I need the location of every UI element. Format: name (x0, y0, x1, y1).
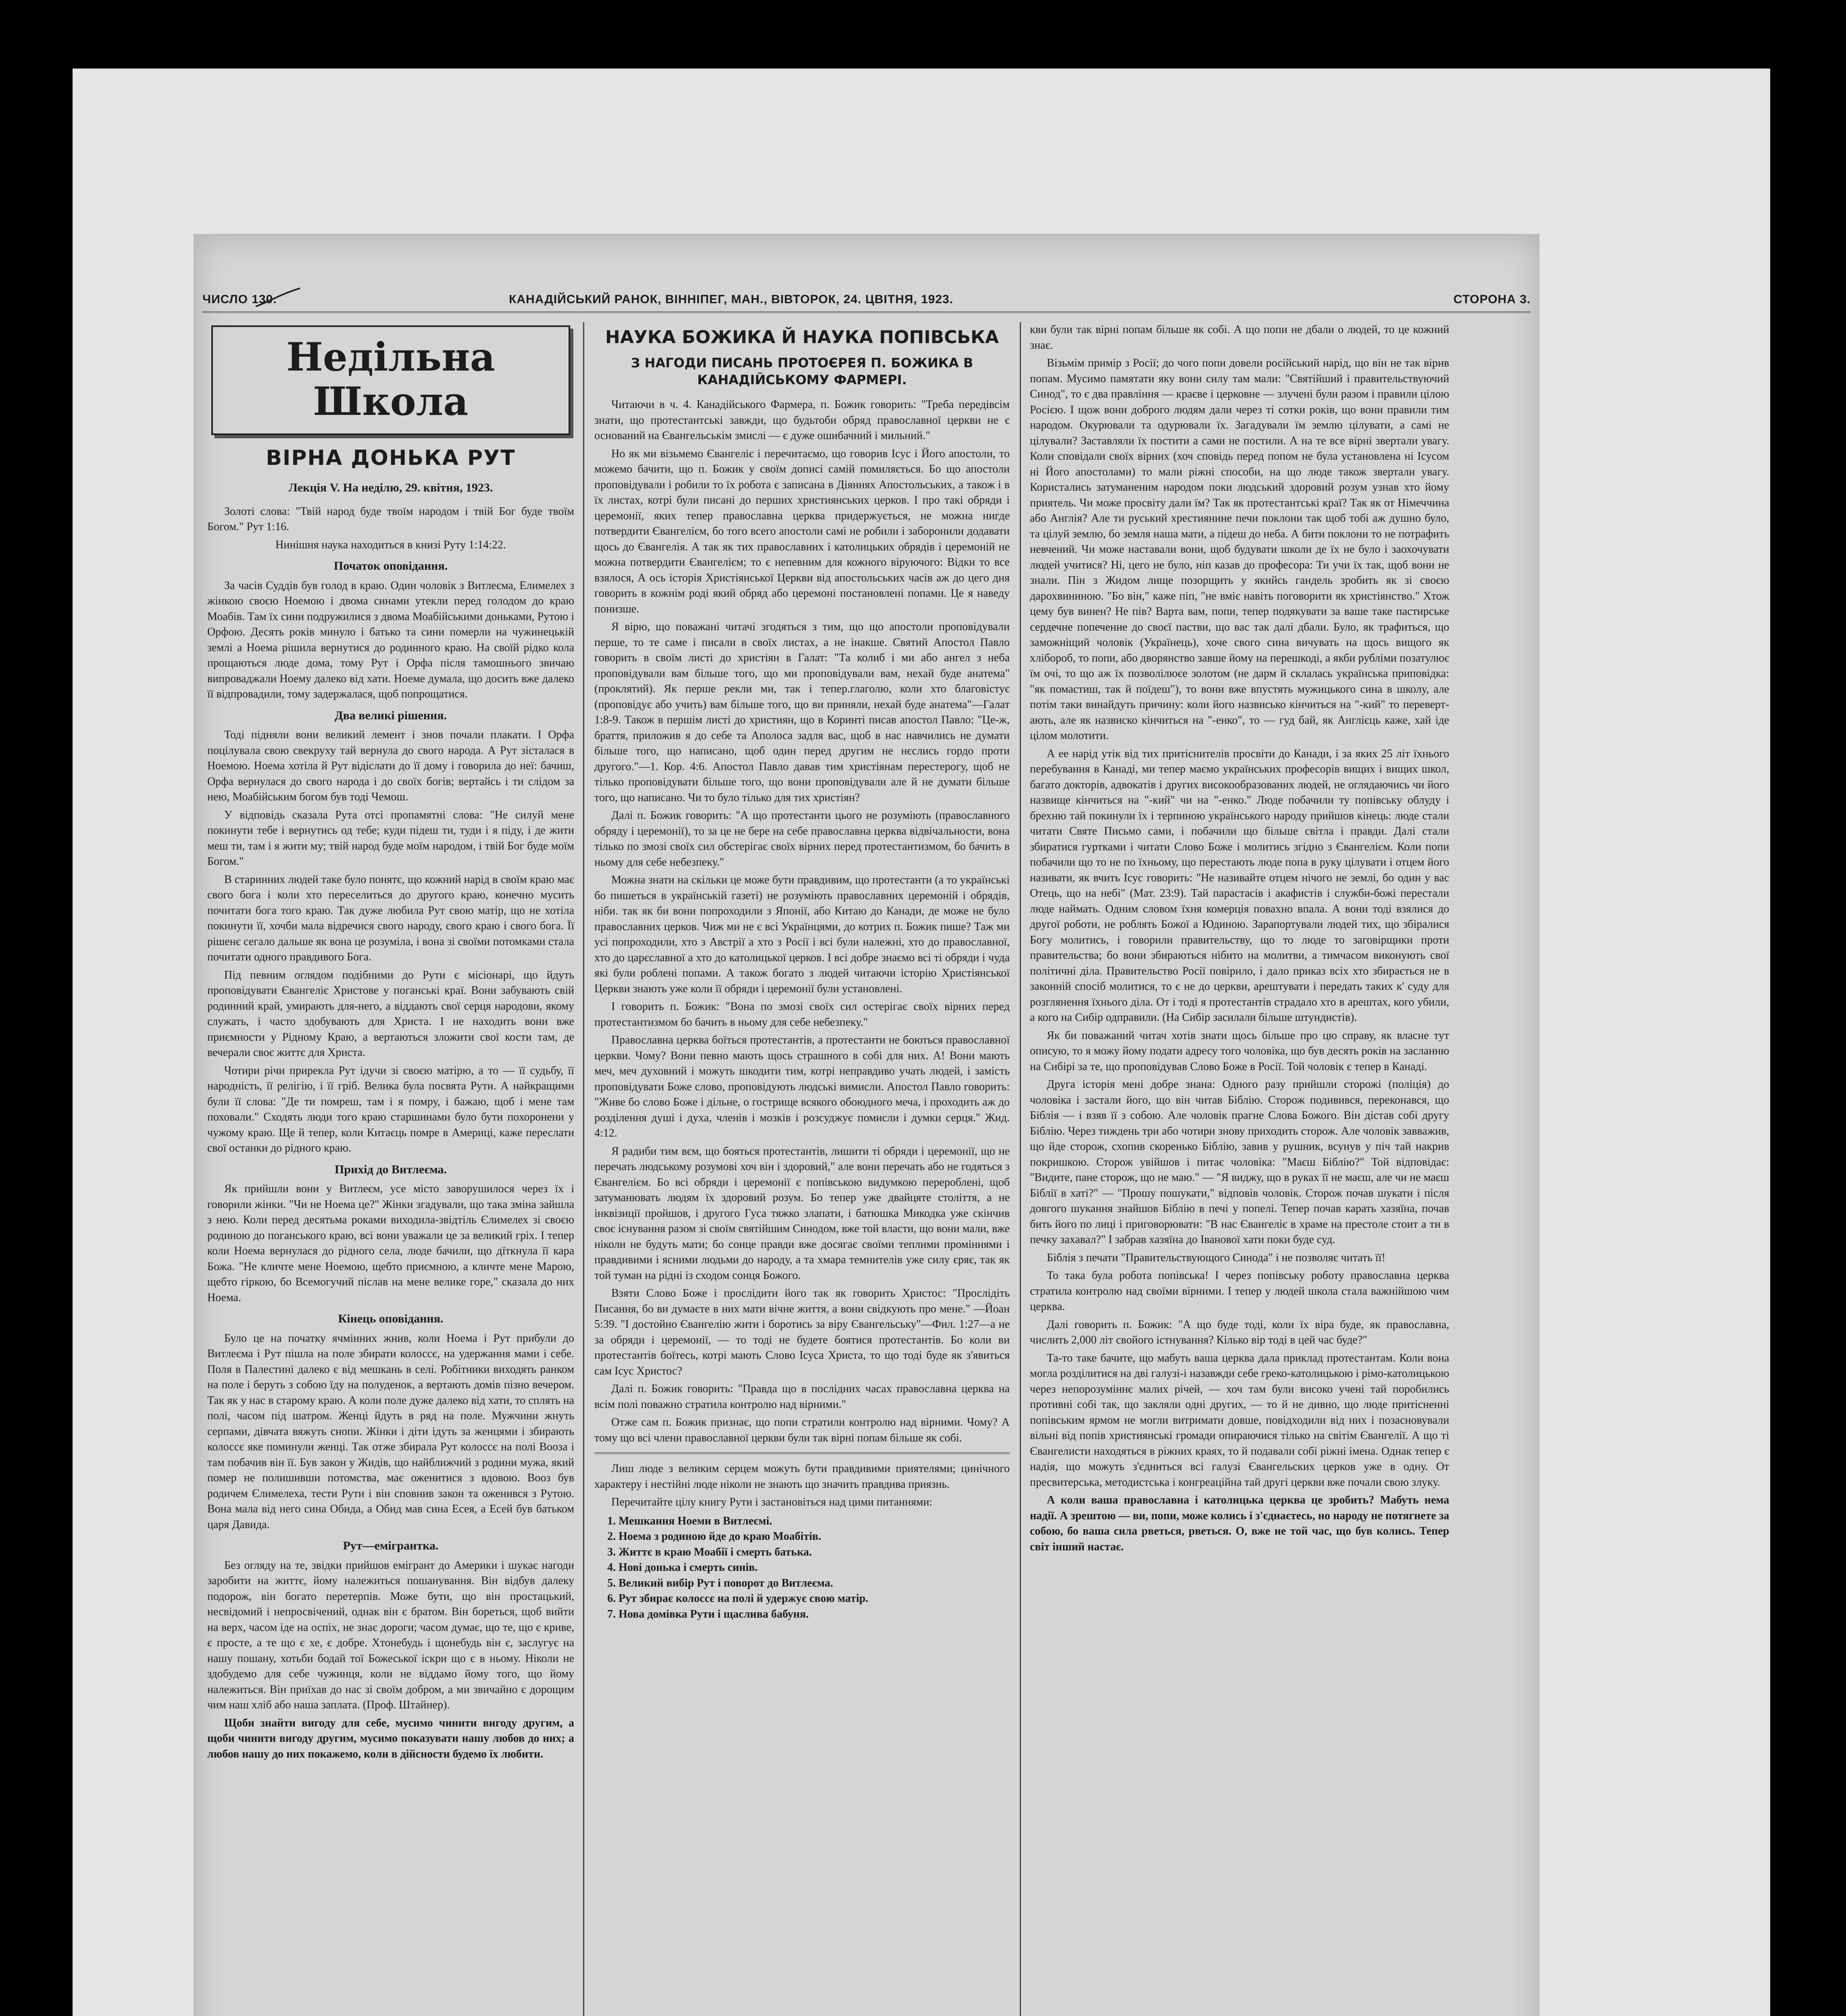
paragraph: Православна церква боїться протестантів, а протестанти не боються православної церкви. Чому? Вони певно мають щось страшного в собі для них. А! Вони мають меч, меч духовний і можуть шкодити тим, котрі неправдиво учать людей, і замість проповідувати Боже слово, проповідують людські вимисли. Апостол Павло говорить: "Живе бо слово Боже і дільне, о гострище всякого обоюдного меча, і проходить аж до розділення душі і духа, членів і мозків і розсуджує помисли і думки серця." Жид. 4:12. (594, 1034, 1010, 1139)
golden-words: Золоті слова: "Твій народ буде твоїм народом і твій Бог буде твоїм Богом." Рут 1:16. (207, 505, 574, 533)
subheading: Початок оповідання. (333, 559, 448, 573)
list-item: 1. Мешкання Ноеми в Витлеємі. (619, 1514, 1010, 1529)
paragraph: Візьмім примір з Росії; до чого попи довели російський нарід, що він не так вірив попам. Мусимо памятати яку вони силу там мали: "Святійший і правительствуючий Синод", то є два правління — краєве і церковне — злучені були разом і правили цілою Росією. І щож вони доброго людям дали через ті сотки років, що вони правили тим народом. Окурювали та одурювали їх. Загадували їм землю цілувати, а самі не цілували? Заставляли їх постити а сами не постили. А на те все вірні звертали увагу. Коли сповідали своїх вірних (хоч сповідь перед попом не була установлена ні Ісусом ні Його апостолами) то мали ріжні способи, на що люде також звертали увагу. Користались затуманеним народом поки людський здоровий розум узнав хто йому приятель. Чи може просвіту дали їм? Так як протестантські краї? Так як от Німеччина або Англія? Але ти руський хрестиянине печи поклони так щоб тобі аж душно було, та цілуй землю, бо земля наша мати, а підеш до неба. А бити поклони то не потрафить невчений. Чи може наставали вони, щоб будувати школи де їх не було і заохочувати людей учитися? Ні, цего не було, ніп казав до професора: Ти учи їх так, щоб вони не знали. Пін з Жидом лище позорщить у якийсь гандель зробить як зі своєю дарохвининою. "Бо він," каже піп, "не вміє навіть поговорити як христіянство." Хтож цему був винен? Не пів? Варта вам, попи, тепер подякувати за ваше таке пастирське сердечне попечение до своєї пастви, що вас так далі дбали. Було, як трафиться, що заможніщий чоловік (Українець), хоче свого сина вичувать на щось вищого як хлібороб, то попи, або дворянство завше йому на перешкоді, а якби рубліми позатулює їм очі, то що аж їх позволілюєе золотом (не дарм й склалась українська приповідка: "як помастиш, так й поїдеш"), то вони вже впустять мужицького сина в школу, але потім таки винайдуть причину: коли його назвисько кінчиться на "-кий" то перевертають, але як назвиско кінчиться на "-енко", то — гуд бай, як Англієць каже, хай іде цілом молотити. (1030, 357, 1449, 742)
paper-dateline: КАНАДІЙСЬКИЙ РАНОК, ВІННІПЕГ, МАН., ВІВТОРОК, 24. ЦВІТНЯ, 1923. (509, 293, 954, 306)
list-item: 3. Життє в краю Моабії і смерть батька. (619, 1545, 1010, 1560)
paragraph: кви були так вірні попам більше як собі. А що попи не дбали о людей, то це кожний знає. (1030, 323, 1449, 352)
paragraph: Взяти Слово Боже і прослідити його так як говорить Христос: "Прослідіть Писання, бо ви думаєте в них мати вічне життя, а вони свідкують про мене." —Йоан 5:39. "І достойно Євангелію жити і боротись за віру Євангельську"—Фил. 1:27—а не за обряди і церемонії, — то тоді не будете боятися протестантів. Бо коли ви протестантів боїтесь, котрі мають Слово Ісуса Христа, то що тоді буде як з'явиться сам Ісус Христос? (594, 1287, 1010, 1377)
header-rule (202, 311, 1531, 313)
subheading: Прихід до Витлеєма. (334, 1162, 447, 1176)
paragraph: Як би поважаний читач хотів знати щось більше про цю справу, як власне тут описую, то я можу йому подати адресу того чоловіка, що був десять років на засланню на Сибірі за те, що проповідував Слово Боже в Росії. Той чоловік є тепер в Канаді. (1030, 1029, 1449, 1073)
article-subheadline: З НАГОДИ ПИСАНЬ ПРОТОЄРЕЯ П. БОЖИКА В КАНАДІЙСЬКОМУ ФАРМЕРІ. (631, 355, 973, 387)
column-divider (583, 322, 584, 2016)
paragraph-bold: Щоби знайти вигоду для себе, мусимо чинити вигоду другим, а щоби чинити вигоду другим, мусимо показувати нашу любов до них; а любов нашу до них покажемо, коли в дійсности будемо їх любити. (207, 1716, 574, 1760)
subheading: Рут—емігрантка. (343, 1539, 439, 1552)
paragraph: Отже сам п. Божик признає, що попи стратили контролю над вірними. Чому? А тому що всі члени православної церкви були так вірні попам більше як собі. (594, 1416, 1010, 1444)
column-divider (1020, 322, 1021, 2016)
paragraph: Можна знати на скільки це може бути правдивим, що протестанти (а то українські бо пишеться в українській газеті) не розуміють православних церемоній і обрядів, ніби. так як би вони попроходили з Японії, або Китаю до Канади, де може не було православних церков. Чиж ми не є всі Українцями, до котрих п. Божик пише? Таж ми усі попроходили, хто з Австрії а хто з Росії і всі були належні, хто до православної, хто до царєславної а хто до католицької церков. І всі добре знаємо всі ті обряди і чуда які були роблені попами. А також богато з людей читаючи історію Христіянської Церкви знають уже коли її обряди і церемонії були установлені. (594, 874, 1010, 995)
paragraph: За часів Суддів був голод в краю. Один чоловік з Витлеєма, Елимелех з жінкою своєю Ноемою і двома синами утекли перед голодом до краю Моабів. Там їх сини подружилися з двома Моабійськими доньками, Рутою і Орфою. Десять років минуло і батько та сини померли на чужинецькій землі а Ноема рішила вернутися до родинного краю. На своїй рідко кола прощаються люде дома, тому Рут і Орфа після тамошнього звичаю випроваджали Ноему далеко від хати. Ноеме думала, що досить вже далеко її відпровадили, тому задержалася, щоб попрощатися. (207, 579, 574, 700)
page-number: СТОРОНА 3. (1453, 293, 1531, 306)
list-item: 5. Великий вибір Рут і поворот до Витлеєма. (619, 1576, 1010, 1591)
lesson-line: Лекція V. На неділю, 29. квітня, 1923. (288, 481, 493, 494)
paragraph: Далі говорить п. Божик: "А що буде тоді, коли їх віра буде, як православна, числить 2,000 літ свойого істнування? Кілько вір тоді в цей час буде?" (1030, 1318, 1449, 1346)
list-item: 4. Нові донька і смерть синів. (619, 1560, 1010, 1576)
paragraph: Чотири річи прирекла Рут ідучи зі своєю матірю, а то — її судьбу, її народність, її релігію, і її гріб. Велика була посвята Рути. А найкращими були її слова: "Де ти помреш, там і я помру, і бажаю, щоб і мене там поховали." Сходять люди того краю старшинами було бути похоронени у чужому краю. Ще й тепер, коли Китаєць помре в Америці, каже переслати свої останки до рідного краю. (207, 1064, 574, 1154)
box-lead: Перечитайте цілу книгу Рути і застановіться над цими питаннями: (611, 1496, 933, 1508)
issue-number: ЧИСЛО 130. (202, 293, 277, 306)
column-article (594, 322, 1010, 2016)
section-masthead: Недільна Школа (211, 325, 570, 435)
paragraph: Було це на початку ячмінних жнив, коли Ноема і Рут прибули до Витлеєма і Рут пішла на поле збирати колоссє, на удержання мами і себе. Поля в Палестині далеко є від мешкань в селі. Робітники виходять ранком на поле і беруть з собою їду на полуденок, а вертають домів пізно вечером. Так як у нас в старому краю. А коли поле дуже далеко від хати, то сплять на полі, часом під шатром. Женці йдуть в ряд на поле. Мужчини жнуть серпами, дівчата вяжуть снопи. Жінки і діти ідуть за женцями і збирають колоссє яке поминули женці. Так отже збирала Рут колоссє на полі Вооза і там побачив він її. Був закон у Жидів, що найближчий з родини мужа, який помер не полишивши потомства, має оженитися з вдовою. Вооз був родичем Єлимелеха, тести Рути і він сповнив закон та оженився з Рутою. Вона мала від него сина Обида, а Обид мав сина Есея, а Есей був батьком царя Давида. (207, 1332, 574, 1531)
list-item: 7. Нова домівка Рути і щаслива бабуня. (619, 1607, 1010, 1622)
paragraph: Та-то таке бачите, що мабуть ваша церква дала приклад протестантам. Коли вона могла розділитися на дві галузі-і назавжди себе греко-католицькою і рімо-католицькою через непорозуміннє малих річей, — хоч там були високо учені тай поробились противні собі так, що закляли одні других, — то й не дивно, що люде притісненні попівським ярмом не могли витримати довше, повідходили від них і позасновували вільні від попів християнські громади опираючися тілько на світім Євангелії. А що ті Євангелисти находяться в ріжних краях, то й подавали собі ріжні імена. Однак тепер є надія, що можуть з'єдниться всі галузі Євангельских церков уже в одну. От пресвитерська, методистська і конгреаційна тай другі церкви вже почали свою злуку. (1030, 1352, 1449, 1489)
paragraph: Як прийшли вони у Витлеєм, усе місто заворушилося через їх і говорили жінки. "Чи не Ноема це?" Жінки згадували, що така зміна зайшла з нею. Коли перед десятьма роками виходила-звідтіль Єлимелех зі своєю родиною до поганського краю, всі вони уважали це за великий гріх. І тепер коли Ноема вернулася до рідного села, люде бачили, що дїткнула її кара Божа. "Не кличте мене Ноемою, щебто приємною, а кличте мене Марою, щебто гіркою, бо Всемогучий післав на мене велике горе," сказала до них Ноема. (207, 1183, 574, 1304)
list-item: 2. Ноема з родиною йде до краю Моабітів. (619, 1529, 1010, 1545)
paragraph: Тоді підняли вони великий лемент і знов почали плакати. І Орфа поцілувала свою свекруху тай вернула до свого народа. А Рут зісталася в Ноемою. Ноема хотіла й Рут відіслати до її дому і говорила до неї: бачиш, Орфа вернулася до свого народа і до своїх богів; вертайсь і ти слідом за нею, Моабійським богом був тоді Чемош. (207, 729, 574, 803)
paragraph: Далі п. Божик говорить: "А що протестанти цього не розуміють (православного обряду і церемонії), то за це не бере на себе православна церква відвічальности, вона тілько по змозі своїх сил обстерігає своїх вірних перед протестантизмом, бо бачить в ньому для себе небезпеку." (594, 809, 1010, 868)
article-headline: НАУКА БОЖИКА Й НАУКА ПОПІВСЬКА (605, 327, 999, 348)
questions-box (594, 1452, 1010, 1622)
column-sunday-school (207, 322, 574, 2016)
paragraph: А ее нарід утік від тих притіснителів просвіти до Канади, і за яких 25 літ їхнього перебування в Канаді, ми тепер маємо українських професорів вищих і вищих школ, багато докторів, адвокатів і других високообразованих людей, не оглядаючись чи його назвище кінчиться на "-кий" чи на "-енко." Люде побачили ту попівську облуду і брехню тай покинули їх і терпиною українського народу прийшов кінець: люде стали читати Святе Письмо сами, і побачили що більше світла і правди. Далі стали збиратися гуртками і читати Слово Боже і молитись згідно з Євангелієм. Коли попи побачили що то не по їхньому, що перестають люде попа в руку цілувати і отцем його називати, як вчить Ісус говорить: "Не називайте отцем нічого не землі, бо один у вас Отець, що на небі" (Мат. 23:9). Тай парастасів і акафистів і служби-божі перестали люде наймать. Одним словом їхня комерція повахно впала. А вони тоді взялися до другої роботи, не роблять Божої а Юдиною. Зарапортували людей тих, що збіралися Богу молитись, і говорили правительству, що то люде то заговірщики проти правительства; бо вони збираються нібито на молитви, а тимчасом виконують свої політичні діла. Правительство Росії повірило, і дало приказ всіх хто збирається не в законній спосіб молитися, то є не до церкви, арештувати і передать таких к' суду для розглянення їхнього діла. От і тоді я протестантів страдало хто в арештах, кого убили, а кого на Сибір одправили. (На Сибір засилали більше штундистів). (1030, 747, 1449, 1024)
paragraph: Далі п. Божик говорить: "Правда що в послідних часах православна церква на всім полі поважно стратила контролю над вірними." (594, 1383, 1010, 1411)
paragraph: Я вірю, що поважані читачі згодяться з тим, що що апостоли проповідували перше, то те саме і писали в своїх листах, а не інакше. Святий Апостол Павло говорить в своїм листі до христіян в Галат: "Та колиб і ми або ангел з неба проповідували вам більше того, що ми проповідували вам, нехай буде анатема" (проклятий). Як перше рекли ми, так і тепер.глаголю, коли хто благовістує (проповідує або учить) вам більше того, що ви приняли, нехай буде анатема"—Галат 1:8-9. Також в першім листі до християн, що в Коринті писав апостол Павло: "Це-ж, браття, приложив я до себе та Аполоса задля вас, щоб в нас навчились не думати більше того, що написано, щоб один перед другим не нєслись гордо проти другого."—1. Кор. 4:6. Апостол Павло давав тим христіянам перестерогу, щоб не тілько проповідувати більше того, що вони проповідували але й не думати більше того, що написано. Чи то було тілько для тих христіян? (594, 621, 1010, 804)
paragraph-bold: А коли ваша православна і католицька церква це зробить? Мабуть нема надії. А зрештою — ви, попи, може колись і з'єднаєтесь, но народу не потягнете за собою, бо ваша сила рветься, рветься. О, вже не той час, що був колись. Тепер світ інший настає. (1030, 1494, 1449, 1553)
list-item: 6. Рут збирає колоссє на полі й удержує свою матір. (619, 1591, 1010, 1607)
source-text: Нинішня наука находиться в книзі Руту 1:14:22. (275, 538, 506, 551)
box-intro: Лиш люде з великим серцем можуть бути правдивими приятелями; цинічного характеру і нестійні люде ніколи не знають що значить правдива приязнь. (594, 1462, 1010, 1491)
column-continuation (1030, 322, 1449, 2016)
paragraph: Біблія з печати "Правительствующого Синода" і не позволяє читать її! (1047, 1251, 1386, 1264)
question-list (594, 1514, 1010, 1622)
paragraph: І говорить п. Божик: "Вона по змозі своїх сил остерігає своїх вірних перед протестантизмом бо бачить в ньому для себе небезпеку." (594, 1000, 1010, 1029)
paragraph: В старинних людей таке було понятє, що кожний нарід в своїм краю має свого бога і коли хто переселиться до другого краю, конечно мусить почитати бога того краю. Так дуже любила Рут свою матір, що не хотіла покинути її, хочби мала відречися свого народу, свого краю і свого бога. Її рішенє сегало дальше як вона це розуміла, і вона зі своїми потомками стала почитати одного правдивого Бога. (207, 873, 574, 963)
paragraph: Під певним оглядом подібними до Рути є місіонарі, що йдуть проповідувати Євангеліє Христове у поганські краї. Вони забувають свій родинний край, умирають для-него, а віддають свої серця народови, якому служать, і часто здобувають для Христа. І не находить вони вже приємности у Рідному Краю, а вертаються зложити свої кости там, де вечерали своє життє для Христа. (207, 968, 574, 1059)
paragraph: У відповідь сказала Рута отсі пропамятні слова: "Не силуй мене покинути тебе і вернутись од тебе; куди підеш ти, туди і я піду, і де жити меш ти, там і я жити му; твій народ буде моїм народом, і твій Бог буде моїм Богом." (207, 808, 574, 868)
paragraph: То така була робота попівська! І через попівську роботу православна церква стратила контролю над своїми вірними. І тепер у людей школа стала важнійшою чим церква. (1030, 1269, 1449, 1313)
paragraph: Я радиби тим вєм, що бояться протестантів, лишити ті обряди і церемонії, що не перечать людському розумові хоч він і здоровий," але вони перечать або не годяться з Євангелієм. Бо всі обряди і церемонії є попівською видумкою перероблені, щоб затуманювать людям їх здоровий розум. Бо тепер уже двайцяте століття, а не інквізиції пройшов, і другого Гуса тяжко злапати, і батюшка Микодка уже скінчив своє існування разом зі своїм святійшим Синодом, вже той власти, що вони мали, вже ніколи не будуть мати; бо сонце правди вже досягає своїми теплими проміннями і правдивими і ясними людьми до народу, а та хмара темнителів уже силу єряє, так як той туман на рідні із сходом сонця Божого. (594, 1145, 1010, 1282)
subheading: Два великі рішення. (334, 708, 447, 722)
newspaper-page (194, 234, 1540, 2016)
paragraph: Читаючи в ч. 4. Канадійського Фармера, п. Божик говорить: "Треба передівсім знати, що протестантські завжди, що будьтоби обряд православної церкви не є оснований на Євангельськім змислі — є дуже ошибачний і мильний." (594, 398, 1010, 442)
paragraph: Друга історія мені добре знана: Одного разу прийшли сторожі (поліція) до чоловіка і застали його, що він читав Біблію. Сторож подивився, переконався, що Біблія — і взяв її з собою. Але чоловік прагне Слова Божого. Він дістав собі другу Біблію. Через тиждень три або чотири знову приходить сторож. Але чоловік завважив, що йде сторож, схопив скоренько Біблію, завив у рушник, всунув у піч тай накрив покришкою. Сторож увійшов і питає чоловіка: "Маєш Біблію?" Той відповідає: "Видите, пане сторож, що не маю." — "Я виджу, що в руках її не маєш, але чи не маєш Біблії в хаті?" — "Прошу пошукати," відповів чоловік. Сторож почав шукати і після довгого шукання знайшов Біблію в печі у попелі. Тепер почав карать хазяїна, почав бить його по лиці і приговорювати: "В нас Євангеліє в храме на престоле стоит а ти в печку захавал?" І забрав хазяїна до Іванової хати поки буде суд. (1030, 1078, 1449, 1246)
paragraph: Но як ми візьмемо Євангеліє і перечитаємо, що говорив Ісус і Його апостоли, то можемо бачити, що п. Божик у своїм дописі самій помиляється. Бо що апостоли проповідували і робили то їх робота є записана в Діяннях Апостольських, а також і в їх листах, котрі були писані до перших християнських церков. І про такі обряди і церемонії, яких тепер православна церква придержується, не можна нигде потвердити Євангелієм, бо того всего апостоли самі не робили і заборонили додавати щось до Євангелія. А так як тих православних і католицьких обрядів і церемоній не можна потвердити Євангелієм; то є непевним для кожного віруючого: Відки то все взялося, А ось історія Христіянської Церкви від апостольських часів аж до цего дня говорить в кожнім роді який обряд або церемоні постановлені попами. Це я наведу понизше. (594, 447, 1010, 615)
article-title: ВІРНА ДОНЬКА РУТ (266, 446, 516, 470)
subheading: Кінець оповідання. (338, 1312, 444, 1325)
paragraph: Без огляду на те, звідки прийшов емігрант до Америки і шукає нагоди заробити на життє, йому належиться пошанування. Він відбув далеку подорож, він богато перетерпів. Може бути, що він простацький, несвідомий і непросвічений, однак він є братом. Він бореться, щоб вийти на верх, часом іде на оспіх, не знає дороги; часом думає, що те, що є криве, є просте, а те що є хе, є добре. Хтонебудь і щонебудь він є, заслугує на нашу пошану, хотьби бодай тої Божеської іскри що є в ньому. Ніколи не здобудемо для себе чужинця, коли не віддамо йому того, що йому належиться. Він приїхав до нас зі своїм добром, а ми звичайно є дорощим чим наш хліб або наша заплата. (Проф. Штайнер). (207, 1559, 574, 1711)
